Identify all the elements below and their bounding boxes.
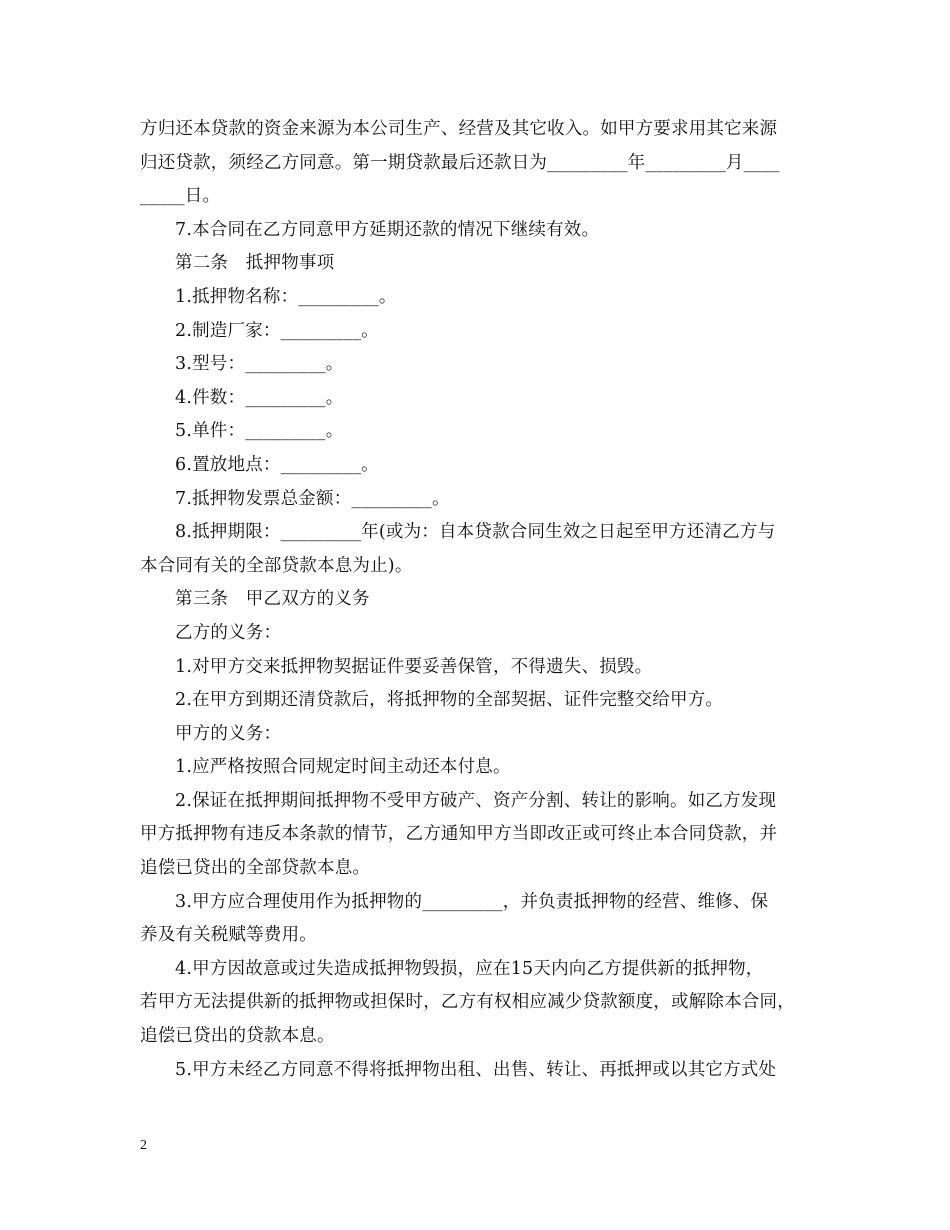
- text-line: 4.件数：_________。: [175, 387, 344, 408]
- text-line: 1.应严格按照合同规定时间主动还本付息。: [175, 757, 511, 778]
- text-line: 4.甲方因故意或过失造成抵押物毁损，应在15天内向乙方提供新的抵押物，: [175, 958, 764, 979]
- text-line: 乙方的义务：: [175, 622, 282, 643]
- text-line: _____日。: [140, 186, 221, 207]
- text-line: 3.型号：_________。: [175, 354, 344, 375]
- text-line: 方归还本贷款的资金来源为本公司生产、经营及其它收入。如甲方要求用其它来源: [140, 119, 778, 139]
- text-line: 2.在甲方到期还清贷款后，将抵押物的全部契据、证件完整交给甲方。: [175, 690, 724, 711]
- text-line: 8.抵押期限：_________年(或为：自本贷款合同生效之日起至甲方还清乙方与: [175, 522, 776, 543]
- text-line: 追偿已贷出的贷款本息。: [140, 1026, 335, 1047]
- text-line: 追偿已贷出的全部贷款本息。: [140, 858, 371, 879]
- section-heading: 第三条 甲乙双方的义务: [175, 589, 370, 610]
- text-line: 7.本合同在乙方同意甲方延期还款的情况下继续有效。: [175, 219, 600, 240]
- text-line: 6.置放地点：_________。: [175, 454, 379, 475]
- page-number: 2: [140, 1138, 147, 1153]
- text-line: 5.甲方未经乙方同意不得将抵押物出租、出售、转让、再抵押或以其它方式处: [175, 1059, 777, 1080]
- text-line: 若甲方无法提供新的抵押物或担保时，乙方有权相应减少贷款额度，或解除本合同，: [140, 992, 795, 1013]
- text-line: 1.对甲方交来抵押物契据证件要妥善保管，不得遗失、损毁。: [175, 656, 653, 677]
- text-line: 5.单件：_________。: [175, 421, 344, 442]
- text-line: 甲方的义务：: [175, 723, 282, 744]
- text-line: 甲方抵押物有违反本条款的情节，乙方通知甲方当即改正或可终止本合同贷款，并: [140, 824, 778, 845]
- section-heading: 第二条 抵押物事项: [175, 253, 335, 274]
- text-line: 2.制造厂家：_________。: [175, 320, 379, 341]
- text-line: 7.抵押物发票总金额：_________。: [175, 488, 450, 509]
- body-text: [140, 113, 820, 1087]
- text-line: 本合同有关的全部贷款本息为止)。: [140, 555, 413, 576]
- text-line: 3.甲方应合理使用作为抵押物的_________，并负责抵押物的经营、维修、保: [175, 891, 769, 912]
- text-line: 养及有关税赋等费用。: [140, 925, 317, 946]
- text-line: 归还贷款，须经乙方同意。第一期贷款最后还款日为_________年_________月____: [140, 152, 780, 173]
- text-line: 2.保证在抵押期间抵押物不受甲方破产、资产分割、转让的影响。如乙方发现: [175, 790, 777, 811]
- text-line: 1.抵押物名称：_________。: [175, 286, 397, 307]
